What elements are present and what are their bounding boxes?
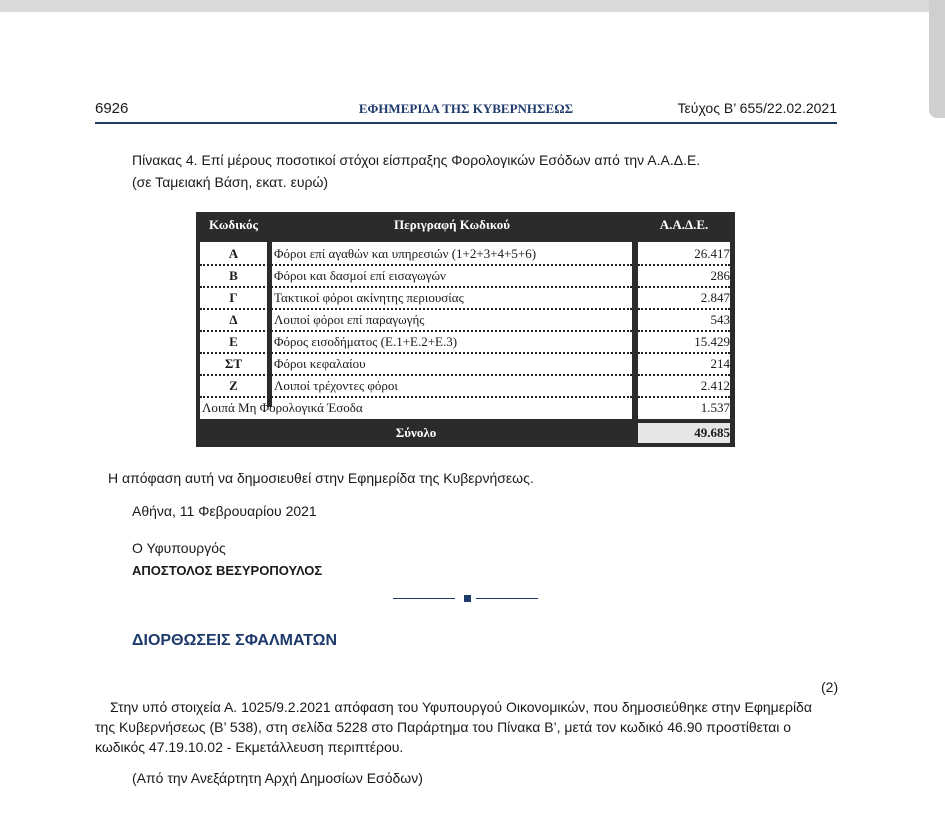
decision-text: Η απόφαση αυτή να δημοσιευθεί στην Εφημερίδα της Κυβερνήσεως. — [108, 470, 534, 486]
separator-square — [464, 595, 471, 602]
correction-line-2: της Κυβερνήσεως (Β’ 538), στη σελίδα 5228 στο Παράρτημα του Πίνακα Β’, μετά τον κωδικό 46.90 προστίθεται ο — [95, 719, 792, 735]
row-value: 286 — [710, 268, 730, 283]
source-note: (Από την Ανεξάρτητη Αρχή Δημοσίων Εσόδων) — [132, 770, 423, 786]
row-separator — [638, 330, 730, 332]
row-separator — [638, 352, 730, 354]
column-header-description: Περιγραφή Κωδικού — [394, 217, 510, 232]
row-description: Λοιποί τρέχοντες φόροι — [274, 378, 398, 393]
row-separator — [200, 396, 632, 398]
row-separator — [200, 264, 632, 266]
row-code: ΣΤ — [224, 356, 243, 371]
page-number: 6926 — [95, 100, 129, 117]
page-header — [95, 100, 837, 124]
row-code: Α — [228, 246, 239, 261]
row-separator — [638, 374, 730, 376]
row-description: Φόρος εισοδήματος (Ε.1+Ε.2+Ε.3) — [274, 334, 458, 349]
row-code: Δ — [229, 312, 238, 327]
section-title: ΔΙΟΡΘΩΣΕΙΣ ΣΦΑΛΜΑΤΩΝ — [132, 632, 338, 649]
column-header-code: Κωδικός — [209, 217, 258, 232]
row-description: Φόροι επί αγαθών και υπηρεσιών (1+2+3+4+5+6) — [274, 246, 537, 261]
place-date: Αθήνα, 11 Φεβρουαρίου 2021 — [132, 503, 317, 519]
correction-line-1: Στην υπό στοιχεία Α. 1025/9.2.2021 απόφαση του Υφυπουργού Οικονομικών, που δημοσιεύθηκε στην Εφημερίδα — [110, 699, 812, 715]
total-label: Σύνολο — [395, 425, 437, 440]
table-caption: Πίνακας 4. Επί μέρους ποσοτικοί στόχοι είσπραξης Φορολογικών Εσόδων από την Α.Α.Δ.Ε. — [132, 152, 701, 168]
row-value: 2.847 — [700, 290, 730, 305]
journal-title: ΕΦΗΜΕΡΙΔΑ ΤΗΣ ΚΥΒΕΡΝΗΣΕΩΣ — [358, 101, 574, 116]
row-code: Γ — [229, 290, 238, 305]
correction-line-3: κωδικός 47.19.10.02 - Εκμετάλλευση περιπτέρου. — [95, 739, 404, 755]
item-number: (2) — [821, 679, 839, 695]
row-separator — [200, 330, 632, 332]
row-description: Τακτικοί φόροι ακίνητης περιουσίας — [274, 290, 464, 305]
row-description: Φόροι και δασμοί επί εισαγωγών — [274, 268, 446, 283]
row-separator — [200, 374, 632, 376]
scrollbar-thumb[interactable] — [929, 0, 945, 118]
separator-line-right — [476, 598, 538, 599]
row-value: 214 — [710, 356, 730, 371]
other-revenue-value: 1.537 — [700, 400, 730, 415]
separator-line-left — [393, 598, 455, 599]
signer-title: Ο Υφυπουργός — [132, 540, 226, 556]
row-separator — [638, 396, 730, 398]
row-code: Β — [229, 268, 238, 283]
row-code: Ζ — [229, 378, 238, 393]
column-header-aade: Α.Α.Δ.Ε. — [659, 217, 709, 232]
row-separator — [638, 308, 730, 310]
row-value: 543 — [710, 312, 730, 327]
targets-table — [196, 212, 735, 447]
row-separator — [200, 352, 632, 354]
row-value: 2.412 — [700, 378, 730, 393]
row-code: Ε — [229, 334, 238, 349]
row-separator — [200, 308, 632, 310]
row-value: 15.429 — [694, 334, 730, 349]
table-caption-units: (σε Ταμειακή Βάση, εκατ. ευρώ) — [132, 174, 329, 190]
viewer-top-bar — [0, 0, 945, 12]
row-description: Φόροι κεφαλαίου — [274, 356, 366, 371]
row-description: Λοιποί φόροι επί παραγωγής — [274, 312, 425, 327]
total-value: 49.685 — [694, 425, 730, 440]
other-revenue-description: Λοιπά Μη Φορολογικά Έσοδα — [202, 400, 363, 415]
row-separator — [638, 286, 730, 288]
row-separator — [200, 286, 632, 288]
signer-name: ΑΠΟΣΤΟΛΟΣ ΒΕΣΥΡΟΠΟΥΛΟΣ — [132, 563, 323, 578]
issue-info: Τεύχος Β’ 655/22.02.2021 — [677, 100, 837, 116]
row-separator — [638, 264, 730, 266]
row-value: 26.417 — [694, 246, 730, 261]
